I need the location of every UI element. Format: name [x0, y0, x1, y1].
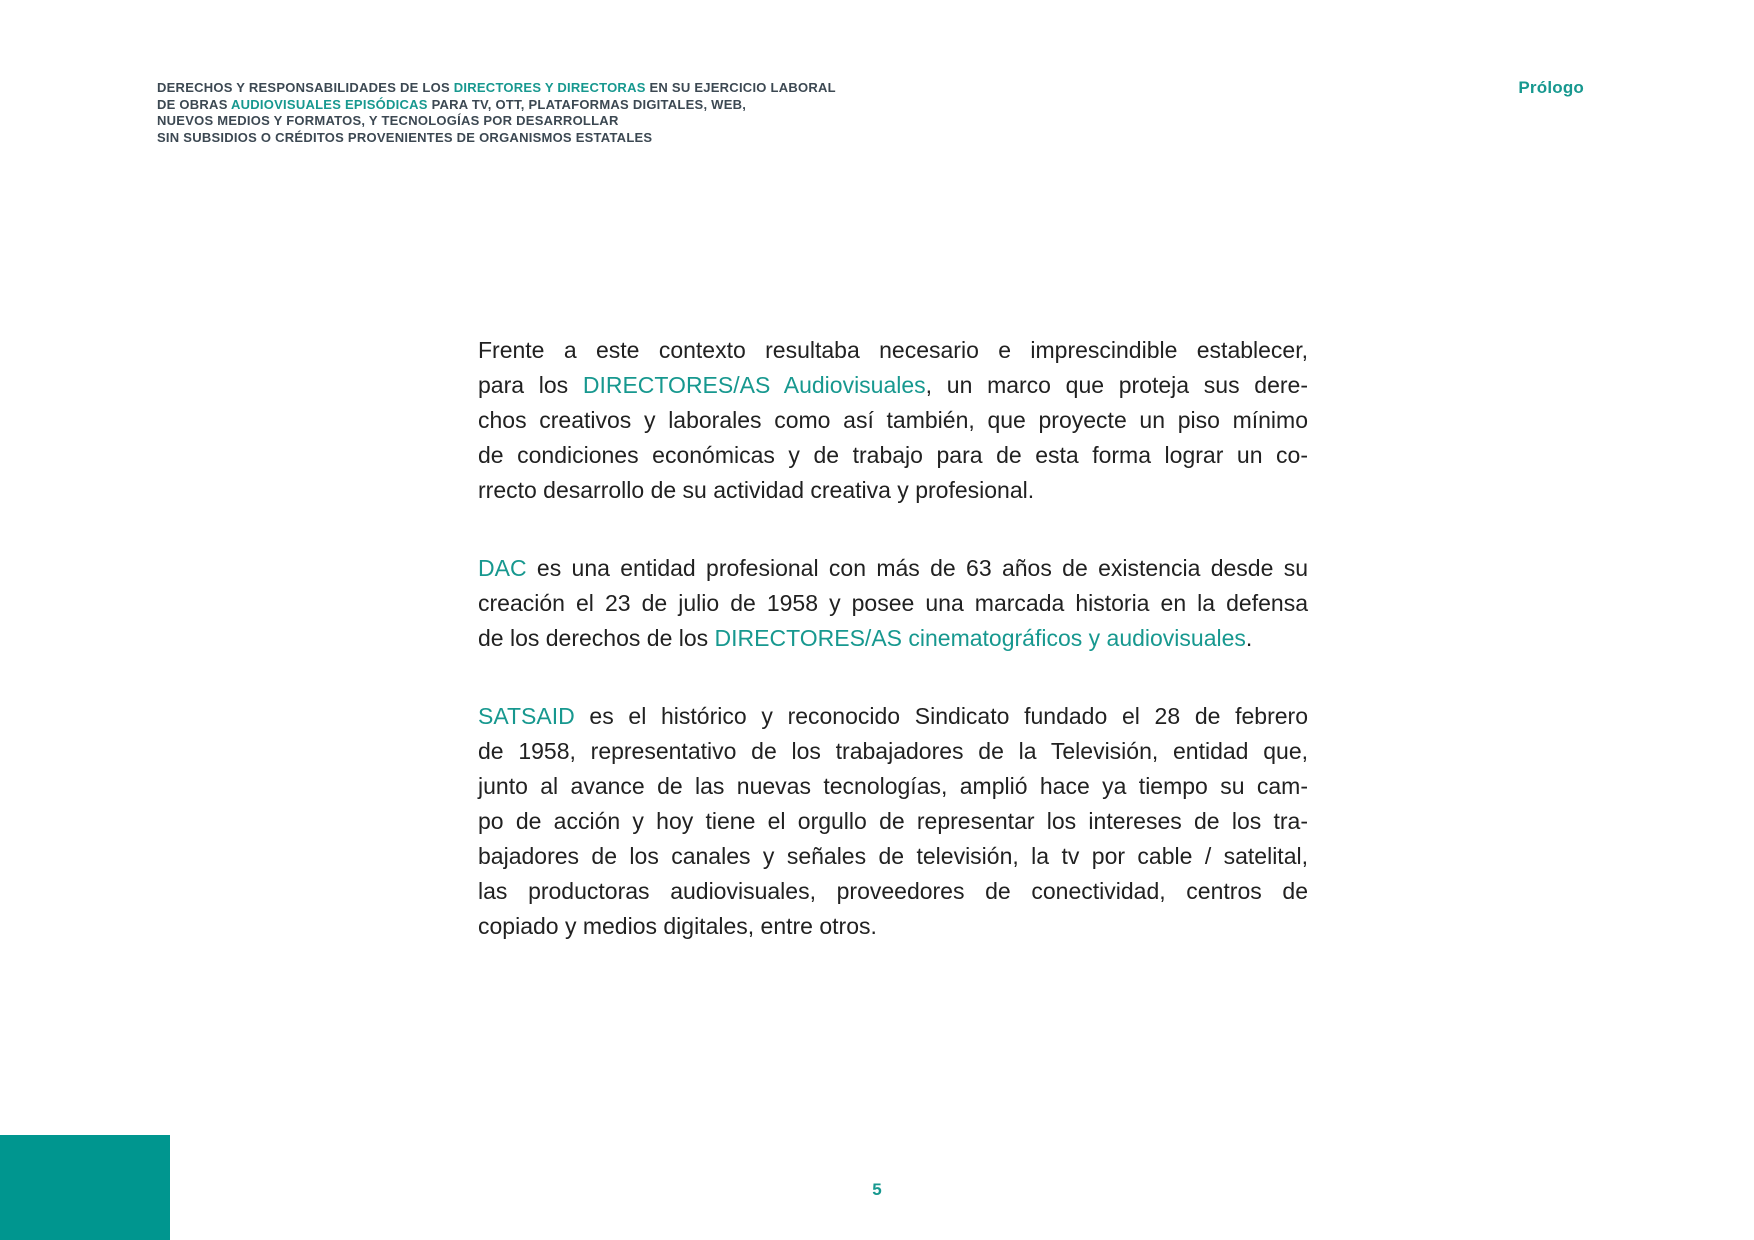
text-segment: de condiciones económicas y de trabajo para de esta forma lograr un co-	[478, 442, 1308, 468]
paragraph	[478, 551, 1308, 656]
text-highlight-segment: DAC	[478, 555, 527, 581]
header-text-segment: NUEVOS MEDIOS Y FORMATOS, Y TECNOLOGÍAS POR DESARROLLAR	[157, 113, 619, 129]
header-highlight-segment: AUDIOVISUALES EPISÓDICAS	[231, 96, 428, 112]
text-line	[478, 438, 1308, 473]
header-text-segment: DERECHOS Y RESPONSABILIDADES DE LOS	[157, 80, 454, 95]
header-text-segment: PARA TV, OTT, PLATAFORMAS DIGITALES, WEB,	[427, 96, 747, 112]
section-label: Prólogo	[1518, 78, 1584, 97]
header-text-segment: EN SU EJERCICIO LABORAL	[645, 80, 836, 95]
text-line	[478, 769, 1308, 804]
text-segment: , un marco que proteja sus dere-	[925, 372, 1308, 398]
text-line	[478, 473, 1308, 508]
text-line	[478, 551, 1308, 586]
header-text-segment: DE OBRAS	[157, 96, 231, 112]
text-segment: es el histórico y reconocido Sindicato fundado el 28 de febrero	[574, 703, 1308, 729]
text-segment: es una entidad profesional con más de 63 años de existencia desde su	[526, 555, 1308, 581]
text-line	[478, 621, 1308, 656]
text-segment: chos creativos y laborales como así también, que proyecte un piso mínimo	[478, 407, 1308, 433]
text-line	[478, 909, 1308, 944]
text-line	[478, 804, 1308, 839]
text-segment: de 1958, representativo de los trabajadores de la Televisión, entidad que,	[478, 738, 1308, 764]
text-line	[478, 586, 1308, 621]
text-line	[478, 839, 1308, 874]
text-segment: creación el 23 de julio de 1958 y posee una marcada historia en la defensa	[478, 590, 1308, 616]
text-segment: rrecto desarrollo de su actividad creativa y profesional.	[478, 477, 1035, 503]
text-segment: de los derechos de los	[478, 625, 715, 651]
text-line	[478, 403, 1308, 438]
text-highlight-segment: DIRECTORES/AS cinematográficos y audiovisuales	[714, 625, 1246, 651]
paragraph	[478, 699, 1308, 944]
text-line	[478, 874, 1308, 909]
text-line	[478, 368, 1308, 403]
text-segment: po de acción y hoy tiene el orgullo de representar los intereses de los tra-	[478, 808, 1308, 834]
teal-corner-decoration	[0, 1135, 170, 1240]
header-line	[157, 130, 1754, 147]
text-segment: junto al avance de las nuevas tecnologías, amplió hace ya tiempo su cam-	[478, 773, 1308, 799]
document-header	[157, 80, 1754, 146]
header-text-segment: SIN SUBSIDIOS O CRÉDITOS PROVENIENTES DE ORGANISMOS ESTATALES	[157, 129, 653, 145]
paragraph	[478, 333, 1308, 508]
text-highlight-segment: DIRECTORES/AS Audiovisuales	[582, 372, 926, 398]
text-segment: bajadores de los canales y señales de televisión, la tv por cable / satelital,	[478, 843, 1308, 869]
text-segment: las productoras audiovisuales, proveedores de conectividad, centros de	[478, 878, 1308, 904]
text-segment: copiado y medios digitales, entre otros.	[478, 913, 877, 939]
document-title	[157, 80, 1754, 146]
text-segment: Frente a este contexto resultaba necesario e imprescindible establecer,	[478, 337, 1308, 363]
text-segment: para los	[478, 372, 583, 398]
header-highlight-segment: DIRECTORES Y DIRECTORAS	[453, 80, 646, 95]
text-line	[478, 699, 1308, 734]
text-line	[478, 734, 1308, 769]
body-text	[478, 333, 1308, 987]
text-highlight-segment: SATSAID	[478, 703, 575, 729]
text-segment: .	[1245, 625, 1253, 651]
text-line	[478, 333, 1308, 368]
page-number: 5	[872, 1180, 882, 1199]
header-line	[157, 97, 1754, 114]
header-line	[157, 113, 1754, 130]
header-line	[157, 80, 1754, 97]
